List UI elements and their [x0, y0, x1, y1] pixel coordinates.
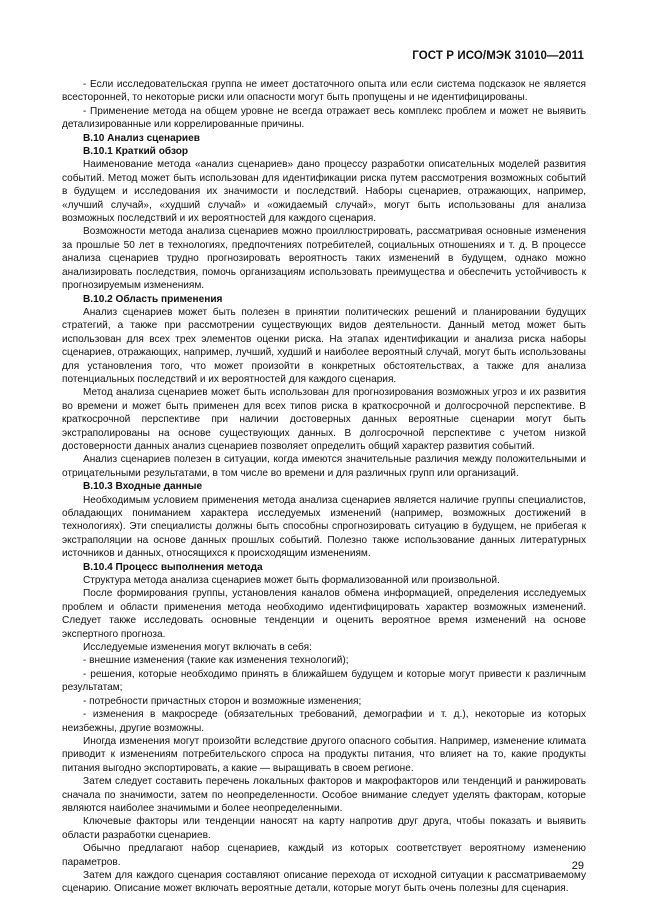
- paragraph: Анализ сценариев полезен в ситуации, когда имеются значительные различия между положительными и отрицательными результатами, в том числе во времени и для различных групп или организаций.: [62, 454, 586, 479]
- paragraph: Затем следует составить перечень локальных факторов и макрофакторов или тенденций и ранжировать сначала по значимости, затем по неопределенности. Особое внимание следует уделять факторам, которые являются наиболее значимыми и более неопределенными.: [62, 776, 586, 814]
- paragraph: Затем для каждого сценария составляют описание перехода от исходной ситуации к рассматриваемому сценарию. Описание может включать вероятные детали, которые могут быть очень полезны для сценария.: [62, 869, 586, 895]
- list-item: - потребности причастных сторон и возможные изменения;: [83, 695, 362, 707]
- list-item: - внешние изменения (такие как изменения технологий);: [83, 655, 349, 667]
- paragraph: Исследуемые изменения могут включать в себя:: [83, 642, 312, 654]
- subsection-heading: В.10.2 Область применения: [83, 293, 223, 305]
- list-item: - изменения в макросреде (обязательных требований, демографии и т. д.), некоторые из которых неизбежны, другие возможны.: [62, 709, 586, 734]
- paragraph: Необходимым условием применения метода анализа сценариев является наличие группы специалистов, обладающих пониманием характера исследуемых изменений (например, возможных достижений в технологиях). Эти специалисты должны быть способны спрогнозировать ситуацию в будущем, не прибегая к экстраполяции на основе данных прошлых событий. Полезно также использование данных литературных источников и данных, относящихся к происходящим изменениям.: [62, 494, 586, 560]
- section-heading: В.10 Анализ сценариев: [83, 132, 200, 144]
- paragraph: Иногда изменения могут произойти вследствие другого опасного события. Например, изменение климата приводит к изменениям потребительского спроса на продукты питания, что влияет на то, какие продукты питания выгодно экспортировать, а какие — выращивать в своем регионе.: [62, 735, 586, 774]
- list-item: - решения, которые необходимо принять в ближайшем будущем и которые могут привести к различным результатам;: [62, 668, 586, 694]
- subsection-heading: В.10.3 Входные данные: [83, 481, 203, 493]
- paragraph: Анализ сценариев может быть полезен в принятии политических решений и планировании будущих стратегий, а также при рассмотрении существующих видов деятельности. Данный метод может быть использован для всех трех элементов оценки риска. На этапах идентификации и анализа риска наборы сценариев, отражающих, например, лучший, худший и наиболее вероятный случай, могут быть использованы для установления того, что может произойти в конкретных обстоятельствах, а также для анализа потенциальных последствий и их вероятностей для каждого сценария.: [62, 306, 586, 385]
- paragraph: - Применение метода на общем уровне не всегда отражает весь комплекс проблем и может не выявить детализированные или коррелированные причины.: [62, 105, 586, 131]
- document-body: [62, 78, 586, 896]
- paragraph: Метод анализа сценариев может быть использован для прогнозирования возможных угроз и их развития во времени и может быть применен для всех типов риска в краткосрочной и долгосрочной перспективе. В краткосрочной перспективе при наличии достоверных данных вероятные сценарии могут быть экстраполированы на основе существующих данных. В долгосрочной перспективе с учетом низкой достоверности данных анализ сценариев позволяет определить общий характер развития событий.: [62, 387, 586, 452]
- document-header: ГОСТ Р ИСО/МЭК 31010—2011: [412, 50, 584, 62]
- subsection-heading: В.10.4 Процесс выполнения метода: [83, 561, 263, 573]
- paragraph: - Если исследовательская группа не имеет достаточного опыта или если система подсказок не является всесторонней, то некоторые риски или опасности могут быть пропущены и не идентифицированы.: [62, 79, 586, 104]
- paragraph: Структура метода анализа сценариев может быть формализованной или произвольной.: [83, 575, 500, 587]
- page-number: 29: [571, 860, 584, 872]
- paragraph: Ключевые факторы или тенденции наносят на карту напротив друг друга, чтобы показать и выявить области разработки сценариев.: [62, 816, 586, 841]
- subsection-heading: В.10.1 Краткий обзор: [83, 146, 189, 158]
- paragraph: Наименование метода «анализ сценариев» дано процессу разработки описательных моделей развития событий. Метод может быть использован для идентификации риска путем рассмотрения возможных событий в будущем и исследования их значимости и последствий. Наборы сценариев, отражающих, например, «лучший случай», «худший случай» и «ожидаемый случай», могут быть использованы для анализа возможных последствий и их вероятностей для каждого сценария.: [62, 159, 586, 225]
- paragraph: После формирования группы, установления каналов обмена информацией, определения исследуемых проблем и области применения метода необходимо идентифицировать характер возможных изменений. Следует также исследовать основные тенденции и оценить вероятное время изменений на основе экспертного прогноза.: [62, 588, 586, 640]
- paragraph: Обычно предлагают набор сценариев, каждый из которых соответствует вероятному изменению параметров.: [62, 843, 586, 868]
- paragraph: Возможности метода анализа сценариев можно проиллюстрировать, рассматривая основные изменения за прошлые 50 лет в технологиях, предпочтениях потребителей, социальных отношениях и т. д. В процессе анализа сценариев трудно прогнозировать вероятность таких изменений в будущем, однако можно анализировать последствия, помочь организациям использовать преимущества и обеспечить устойчивость к прогнозируемым изменениям.: [62, 226, 586, 292]
